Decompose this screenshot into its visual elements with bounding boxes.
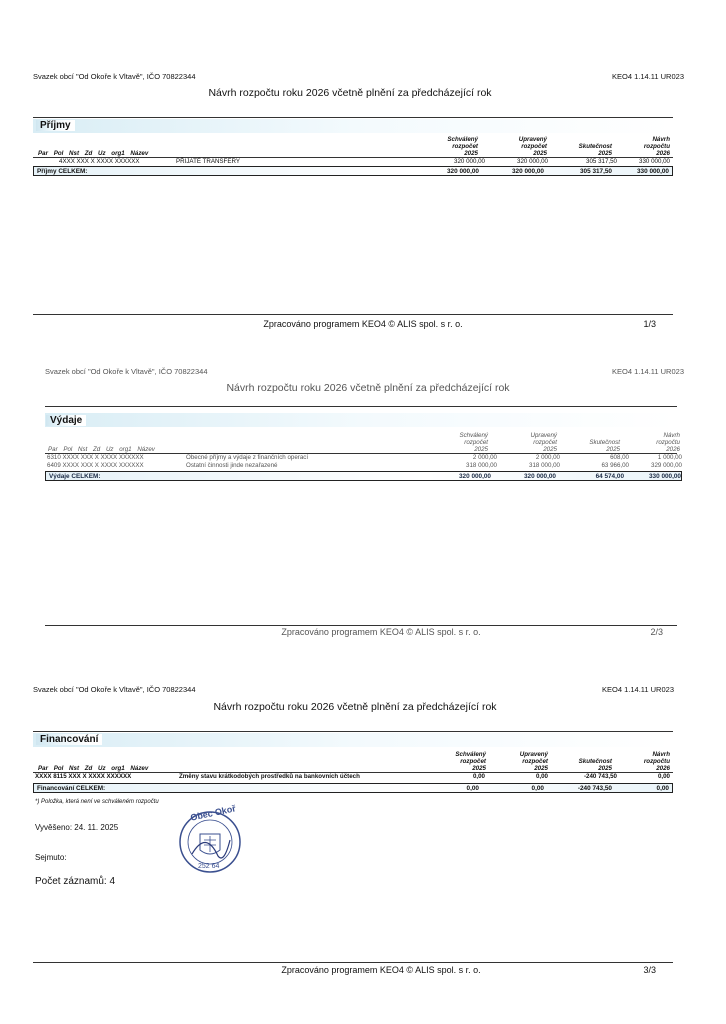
org-header: Svazek obcí "Od Okoře k Vltavě", IČO 70822344 <box>45 367 208 376</box>
footer-text: Zpracováno programem KEO4 © ALIS spol. s r. o. <box>281 627 481 637</box>
col-upraveny: Upravený rozpočet 2025 <box>530 432 557 453</box>
footnote: *) Položka, která není ve schváleném rozpočtu <box>35 799 159 805</box>
record-count: Počet záznamů: 4 <box>35 876 116 887</box>
footer-text: Zpracováno programem KEO4 © ALIS spol. s r. o. <box>263 319 463 329</box>
section-title: Příjmy <box>36 120 75 131</box>
col-skutecnost: Skutečnost 2025 <box>578 143 612 157</box>
version-label: KEO4 1.14.11 UR023 <box>612 72 684 81</box>
top-rule <box>33 731 673 732</box>
document-title: Návrh rozpočtu roku 2026 včetně plnění za předcházející rok <box>213 701 497 713</box>
posted-date: Vyvěšeno: 24. 11. 2025 <box>35 823 119 832</box>
page-1 <box>0 0 726 340</box>
document-title: Návrh rozpočtu roku 2026 včetně plnění za předcházející rok <box>208 87 492 99</box>
footer-rule <box>33 962 673 963</box>
document-title: Návrh rozpočtu roku 2026 včetně plnění za předcházející rok <box>226 382 510 394</box>
col-skutecnost: Skutečnost 2025 <box>578 758 612 772</box>
column-codes: Par Pol Nst Zd Uz org1 Název <box>38 765 149 772</box>
removed-date: Sejmuto: <box>35 853 67 862</box>
table-row: XXXX 8115 XXX X XXXX XXXXXX Změny stavu krátkodobých prostředků na bankovních účtech 0,00 0,00 -240 743,50 0,00 <box>35 773 670 780</box>
total-row: Příjmy CELKEM: 320 000,00 320 000,00 305 317,50 330 000,00 <box>33 166 673 176</box>
section-band <box>45 413 677 427</box>
table-row: 6310 XXXX XXX X XXXX XXXXXX Obecné příjmy a výdaje z finančních operací 2 000,00 2 000,00 608,00 1 000,00 <box>47 454 682 461</box>
section-band <box>33 119 673 133</box>
col-schvaleny: Schválený rozpočet 2025 <box>459 432 488 453</box>
section-title: Výdaje <box>46 415 86 426</box>
org-header: Svazek obcí "Od Okoře k Vltavě", IČO 70822344 <box>33 72 196 81</box>
col-schvaleny: Schválený rozpočet 2025 <box>455 751 486 772</box>
page-number: 1/3 <box>643 319 656 329</box>
col-skutecnost: Skutečnost 2025 <box>589 439 620 453</box>
col-navrh: Návrh rozpočtu 2026 <box>643 751 670 772</box>
column-codes: Par Pol Nst Zd Uz org1 Název <box>38 150 149 157</box>
table-row: 4XXX XXX X XXXX XXXXXX PŘIJATÉ TRANSFERY 320 000,00 320 000,00 305 317,50 330 000,00 <box>59 158 670 165</box>
footer-rule <box>33 314 673 315</box>
col-upraveny: Upravený rozpočet 2025 <box>518 136 547 157</box>
col-navrh: Návrh rozpočtu 2026 <box>643 136 670 157</box>
col-schvaleny: Schválený rozpočet 2025 <box>447 136 478 157</box>
stamp-number: 252 64 <box>198 863 220 870</box>
org-header: Svazek obcí "Od Okoře k Vltavě", IČO 70822344 <box>33 685 196 694</box>
version-label: KEO4 1.14.11 UR023 <box>602 685 674 694</box>
page-number: 3/3 <box>643 965 656 975</box>
col-upraveny: Upravený rozpočet 2025 <box>519 751 548 772</box>
section-band <box>33 733 673 747</box>
stamp-text: Obec Okoř <box>189 803 237 823</box>
total-row: Financování CELKEM: 0,00 0,00 -240 743,50 0,00 <box>33 783 673 793</box>
total-row: Výdaje CELKEM: 320 000,00 320 000,00 64 574,00 330 000,00 <box>45 471 682 481</box>
page-3 <box>0 680 726 1024</box>
table-row: 6409 XXXX XXX X XXXX XXXXXX Ostatní činnosti jinde nezařazené 318 000,00 318 000,00 63 966,00 329 000,00 <box>47 462 682 469</box>
col-navrh: Návrh rozpočtu 2026 <box>656 432 680 453</box>
footer-rule <box>45 625 677 626</box>
top-rule <box>45 406 677 407</box>
page-2 <box>0 340 726 680</box>
page-number: 2/3 <box>650 627 663 637</box>
column-codes: Par Pol Nst Zd Uz org1 Název <box>48 446 155 453</box>
version-label: KEO4 1.14.11 UR023 <box>612 367 684 376</box>
footer-text: Zpracováno programem KEO4 © ALIS spol. s r. o. <box>281 965 481 975</box>
section-title: Financování <box>36 734 102 745</box>
top-rule <box>33 117 673 118</box>
